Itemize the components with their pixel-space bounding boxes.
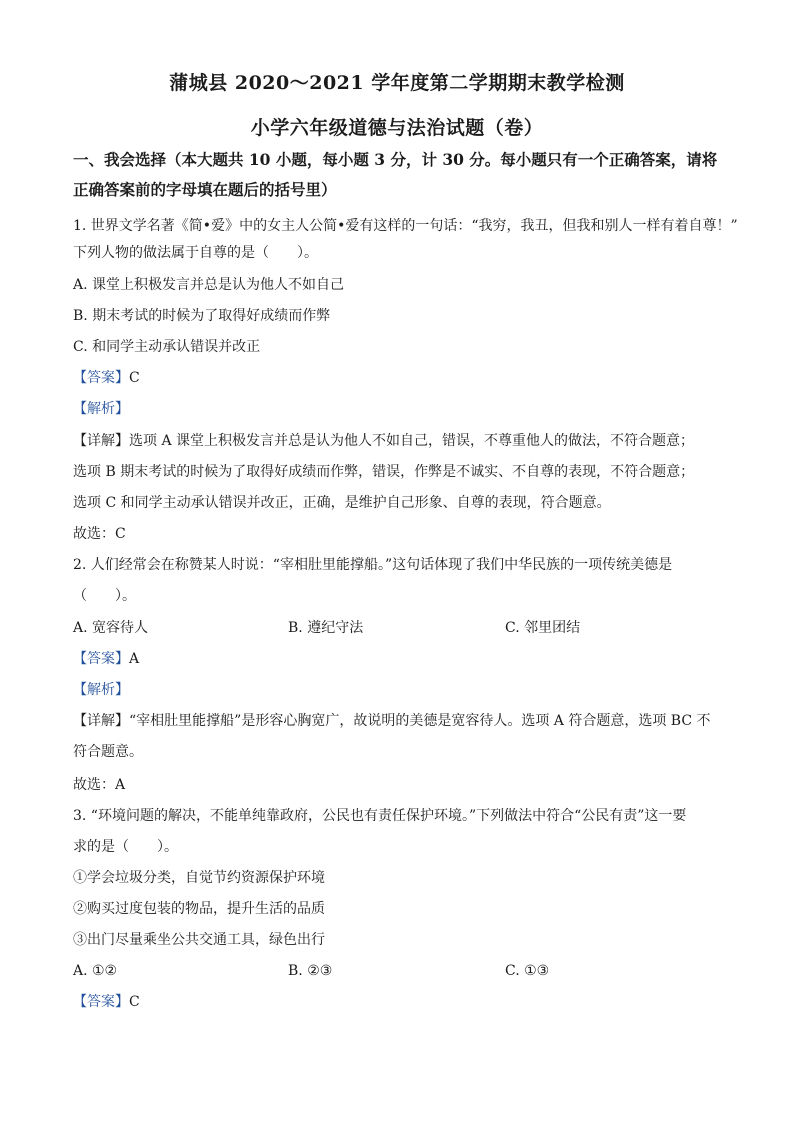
q1-answer-value: C: [129, 370, 140, 386]
q1-option-a: A. 课堂上积极发言并总是认为他人不如自己: [73, 277, 345, 293]
q1-stem-line2: 下列人物的做法属于自尊的是（ ）。: [73, 245, 318, 261]
analysis-tag: 【解析】: [73, 401, 129, 417]
q2-option-a: A. 宽容待人: [73, 620, 149, 636]
q2-stem-line1: 2. 人们经常会在称赞某人时说：“宰相肚里能撑船。”这句话体现了我们中华民族的一项传统美德是: [73, 557, 673, 573]
q2-answer-value: A: [129, 651, 140, 667]
q2-answer: [73, 649, 139, 669]
q2-analysis: [73, 680, 129, 700]
analysis-tag: 【解析】: [73, 682, 129, 698]
detail-tag: 【详解】: [73, 713, 129, 729]
section-heading-line1: 一、我会选择（本大题共 10 小题，每小题 3 分，计 30 分。每小题只有一个正确答案，请将: [73, 150, 718, 169]
q2-option-b: B. 遵纪守法: [288, 620, 364, 636]
q2-detail-text1: “宰相肚里能撑船”是形容心胸宽广，故说明的美德是宽容待人。选项 A 符合题意，选项 BC 不: [129, 713, 711, 729]
q1-stem-line1: 1. 世界文学名著《简•爱》中的女主人公简•爱有这样的一句话：“我穷，我丑，但我和别人一样有着自尊！”: [73, 218, 738, 234]
answer-tag: 【答案】: [73, 994, 129, 1010]
q2-detail-line1: [73, 711, 710, 731]
q2-stem-line2: （ ）。: [73, 588, 136, 604]
q2-option-c: C. 邻里团结: [505, 620, 581, 636]
q1-option-b: B. 期末考试的时候为了取得好成绩而作弊: [73, 308, 331, 324]
q2-detail-line2: 符合题意。: [73, 744, 143, 760]
q3-item3: ③出门尽量乘坐公共交通工具，绿色出行: [73, 932, 325, 948]
answer-tag: 【答案】: [73, 651, 129, 667]
q1-answer: [73, 368, 140, 388]
exam-title: 蒲城县 2020～2021 学年度第二学期期末教学检测: [169, 72, 625, 94]
q3-option-b: B. ②③: [288, 963, 333, 979]
q3-answer: [73, 992, 140, 1012]
q3-stem-line1: 3. “环境问题的解决，不能单纯靠政府，公民也有责任保护环境。”下列做法中符合“公民有责”这一要: [73, 808, 687, 824]
q3-item1: ①学会垃圾分类，自觉节约资源保护环境: [73, 870, 325, 886]
q3-option-a: A. ①②: [73, 963, 118, 979]
q3-option-c: C. ①③: [505, 963, 550, 979]
q1-option-c: C. 和同学主动承认错误并改正: [73, 339, 261, 355]
q3-answer-value: C: [129, 994, 140, 1010]
q1-detail-line2: 选项 B 期末考试的时候为了取得好成绩而作弊，错误，作弊是不诚实、不自尊的表现，不符合题意；: [73, 464, 695, 480]
answer-tag: 【答案】: [73, 370, 129, 386]
q2-conclusion: 故选：A: [73, 777, 126, 793]
q1-detail-text1: 选项 A 课堂上积极发言并总是认为他人不如自己，错误，不尊重他人的做法，不符合题意；: [129, 433, 695, 449]
detail-tag: 【详解】: [73, 433, 129, 449]
exam-subtitle: 小学六年级道德与法治试题（卷）: [250, 117, 544, 139]
q1-analysis: [73, 399, 129, 419]
q3-item2: ②购买过度包装的物品，提升生活的品质: [73, 901, 325, 917]
q1-detail-line1: [73, 431, 694, 451]
q1-conclusion: 故选：C: [73, 526, 126, 542]
section-heading-line2: 正确答案前的字母填在题后的括号里）: [73, 180, 337, 199]
q1-detail-line3: 选项 C 和同学主动承认错误并改正，正确，是维护自己形象、自尊的表现，符合题意。: [73, 495, 611, 511]
q3-stem-line2: 求的是（ ）。: [73, 839, 178, 855]
